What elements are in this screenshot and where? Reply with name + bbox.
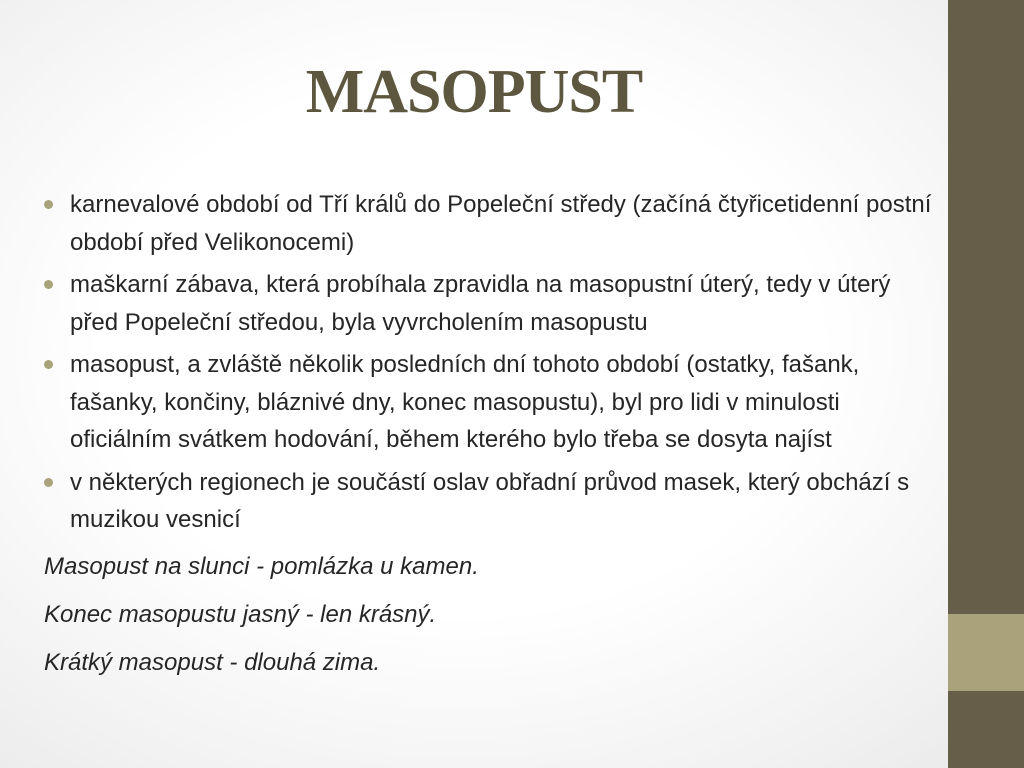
bullet-dot-icon xyxy=(44,280,53,289)
bullet-item xyxy=(42,346,932,459)
sidebar-accent-block xyxy=(948,614,1024,691)
bullet-dot-icon xyxy=(44,478,53,487)
saying-line: Masopust na slunci - pomlázka u kamen. xyxy=(44,552,479,580)
bullet-item xyxy=(42,266,932,341)
slide-body xyxy=(42,186,932,686)
slide-title: MASOPUST xyxy=(305,58,643,126)
saying-line: Krátký masopust - dlouhá zima. xyxy=(44,648,381,676)
bullet-dot-icon xyxy=(44,200,53,209)
bullet-text: maškarní zábava, která probíhala zpravidla na masopustní úterý, tedy v úterý před Popeleční středou, byla vyvrcholením masopustu xyxy=(70,271,891,336)
bullet-text: masopust, a zvláště několik posledních dní tohoto období (ostatky, fašank, fašanky, končiny, bláznivé dny, konec masopustu), byl pro lidi v minulosti oficiálním svátkem hodování, během kterého bylo třeba se dosyta najíst xyxy=(70,351,860,453)
saying-line: Konec masopustu jasný - len krásný. xyxy=(44,600,437,628)
bullet-text: karnevalové období od Tří králů do Popeleční středy (začíná čtyřicetidenní postní období před Velikonocemi) xyxy=(70,191,932,256)
bullet-list xyxy=(42,186,932,539)
bullet-item xyxy=(42,186,932,261)
bullet-dot-icon xyxy=(44,360,53,369)
bullet-item xyxy=(42,464,932,539)
bullet-text: v některých regionech je součástí oslav obřadní průvod masek, který obchází s muzikou vesnicí xyxy=(70,468,910,533)
